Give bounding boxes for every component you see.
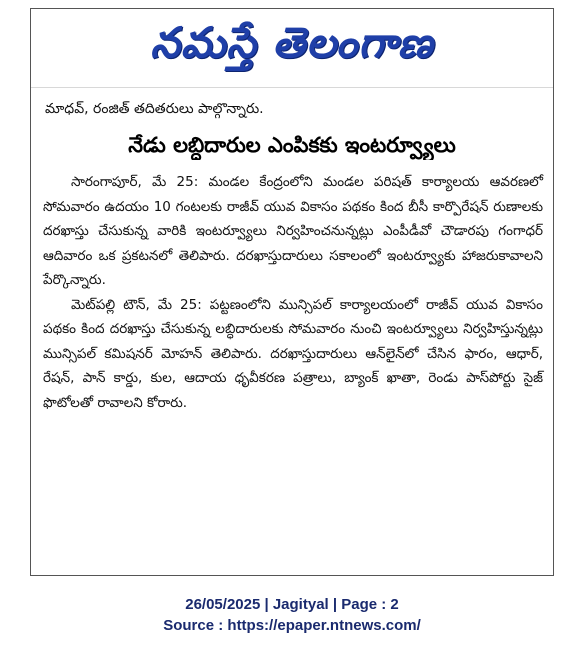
article-paragraph-2: మెట్‌పల్లి టౌన్, మే 25: పట్టణంలోని మున్సిపల్ కార్యాలయంలో రాజీవ్ యువ వికాసం పథకం కింద దరఖాస్తు చేసుకున్న లబ్ధిదారులకు సోమవారం నుంచి ఇంటర్వ్యూలు నిర్వహిస్తున్నట్లు మున్సిపల్ కమిషనర్ మోహన్ తెలిపారు. దరఖాస్తుదారులు ఆన్‌లైన్‌లో చేసిన ఫారం, ఆధార్, రేషన్, పాన్ కార్డు, కుల, ఆదాయ ధృవీకరణ పత్రాలు, బ్యాంక్ ఖాతా, రెండు పాస్‌పోర్టు సైజ్ ఫొటోలతో రావాలని కోరారు. <box>43 296 543 411</box>
edition-info: 26/05/2025 | Jagityal | Page : 2 <box>185 596 399 613</box>
masthead-logo: నమస్తే తెలంగాణ <box>150 18 434 67</box>
article-headline: నేడు లబ్ధిదారుల ఎంపికకు ఇంటర్వ్యూలు <box>128 133 456 157</box>
previous-article-line: మాధవ్, రంజిత్ తదితరులు పాల్గొన్నారు. <box>45 101 264 117</box>
newspaper-clipping <box>30 8 554 576</box>
masthead <box>31 9 553 88</box>
source-info: Source : https://epaper.ntnews.com/ <box>163 617 421 634</box>
article-paragraph-1: సారంగాపూర్, మే 25: మండల కేంద్రంలోని మండల పరిషత్ కార్యాలయ ఆవరణలో సోమవారం ఉదయం 10 గంటలకు రాజీవ్ యువ వికాసం పథకం కింద బీసీ కార్పొరేషన్ రుణాలకు దరఖాస్తు చేసుకున్న వారికి ఇంటర్వ్యూలు నిర్వహించనున్నట్లు ఎంపీడీవో చౌడారపు గంగాధర్ ఆదివారం ఒక ప్రకటనలో తెలిపారు. దరఖాస్తుదారులు సకాలంలో ఇంటర్వ్యూకు హాజరుకావాలని పేర్కొన్నారు. <box>43 174 543 288</box>
